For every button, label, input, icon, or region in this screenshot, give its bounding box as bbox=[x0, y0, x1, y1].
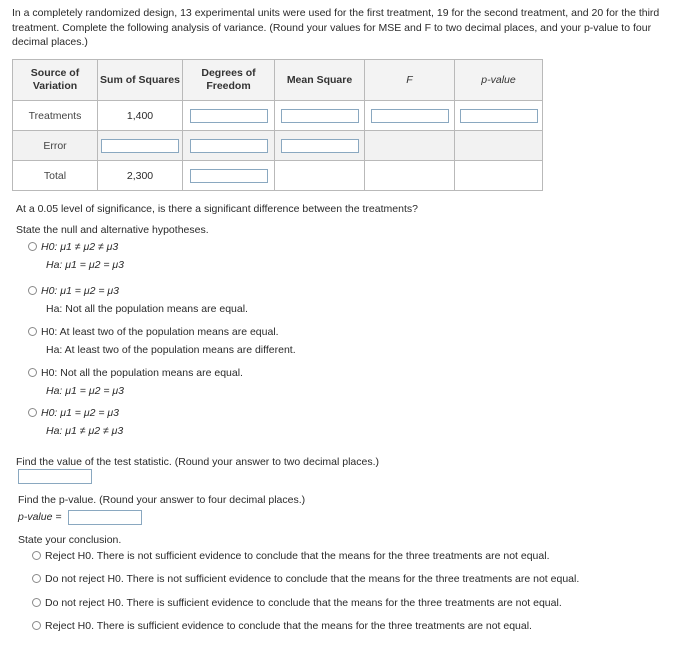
row-label-treatments: Treatments bbox=[13, 101, 98, 131]
radio-icon[interactable] bbox=[32, 551, 41, 560]
p-value-input[interactable] bbox=[460, 109, 538, 123]
test-statistic-prompt: Find the value of the test statistic. (Round your answer to two decimal places.) bbox=[16, 456, 380, 468]
header-f: F bbox=[365, 60, 455, 101]
radio-icon[interactable] bbox=[28, 368, 37, 377]
f-input[interactable] bbox=[371, 109, 449, 123]
hypothesis-option-5[interactable]: H0: μ1 = μ2 = μ3 Ha: μ1 ≠ μ2 ≠ μ3 bbox=[28, 404, 123, 440]
row-label-total: Total bbox=[13, 161, 98, 191]
test-statistic-input[interactable] bbox=[18, 469, 92, 484]
radio-icon[interactable] bbox=[28, 408, 37, 417]
total-df-input[interactable] bbox=[190, 169, 268, 183]
conclusion-option-4[interactable]: Reject H0. There is sufficient evidence to conclude that the means for the three treatments are not equal. bbox=[32, 619, 532, 633]
treatments-ms-input[interactable] bbox=[281, 109, 359, 123]
radio-icon[interactable] bbox=[28, 286, 37, 295]
conclusion-option-1[interactable]: Reject H0. There is not sufficient evidence to conclude that the means for the three treatments are not equal. bbox=[32, 549, 550, 563]
radio-icon[interactable] bbox=[32, 621, 41, 630]
conclusion-option-2[interactable]: Do not reject H0. There is not sufficient evidence to conclude that the means for the three treatments are not equal. bbox=[32, 572, 579, 586]
hypothesis-option-1[interactable]: H0: μ1 ≠ μ2 ≠ μ3 Ha: μ1 = μ2 = μ3 bbox=[28, 238, 124, 274]
row-label-error: Error bbox=[13, 131, 98, 161]
problem-intro: In a completely randomized design, 13 experimental units were used for the first treatment, 19 for the second treatment, and 20 for the third treatment. Complete the following analysis of variance. (Round your values for MSE and F to two decimal places, and your p-value to four decimal places.) bbox=[12, 7, 660, 48]
anova-table bbox=[12, 59, 543, 191]
error-df-input[interactable] bbox=[190, 139, 268, 153]
treatments-ss: 1,400 bbox=[98, 101, 183, 131]
conclusion-option-3[interactable]: Do not reject H0. There is sufficient evidence to conclude that the means for the three treatments are not equal. bbox=[32, 596, 562, 610]
significance-question: At a 0.05 level of significance, is there a significant difference between the treatments? bbox=[16, 203, 418, 215]
radio-icon[interactable] bbox=[32, 574, 41, 583]
hypothesis-option-2[interactable]: H0: μ1 = μ2 = μ3 Ha: Not all the population means are equal. bbox=[28, 282, 248, 318]
header-source: Source of Variation bbox=[13, 60, 98, 101]
hypotheses-prompt: State the null and alternative hypotheses. bbox=[16, 224, 209, 236]
header-p-value: p-value bbox=[455, 60, 543, 101]
p-value-answer-input[interactable] bbox=[68, 510, 142, 525]
radio-icon[interactable] bbox=[32, 598, 41, 607]
hypothesis-option-4[interactable]: H0: Not all the population means are equal. Ha: μ1 = μ2 = μ3 bbox=[28, 364, 243, 400]
p-value-label: p-value = bbox=[18, 511, 62, 523]
p-value-prompt: Find the p-value. (Round your answer to four decimal places.) bbox=[18, 494, 306, 506]
radio-icon[interactable] bbox=[28, 327, 37, 336]
total-ss: 2,300 bbox=[98, 161, 183, 191]
hypothesis-option-3[interactable]: H0: At least two of the population means are equal. Ha: At least two of the population means are different. bbox=[28, 323, 296, 359]
radio-icon[interactable] bbox=[28, 242, 37, 251]
treatments-df-input[interactable] bbox=[190, 109, 268, 123]
error-ms-input[interactable] bbox=[281, 139, 359, 153]
error-ss-input[interactable] bbox=[101, 139, 179, 153]
conclusion-prompt: State your conclusion. bbox=[18, 534, 122, 546]
header-sum-of-squares: Sum of Squares bbox=[98, 60, 183, 101]
header-degrees-of-freedom: Degrees of Freedom bbox=[183, 60, 275, 101]
header-mean-square: Mean Square bbox=[275, 60, 365, 101]
